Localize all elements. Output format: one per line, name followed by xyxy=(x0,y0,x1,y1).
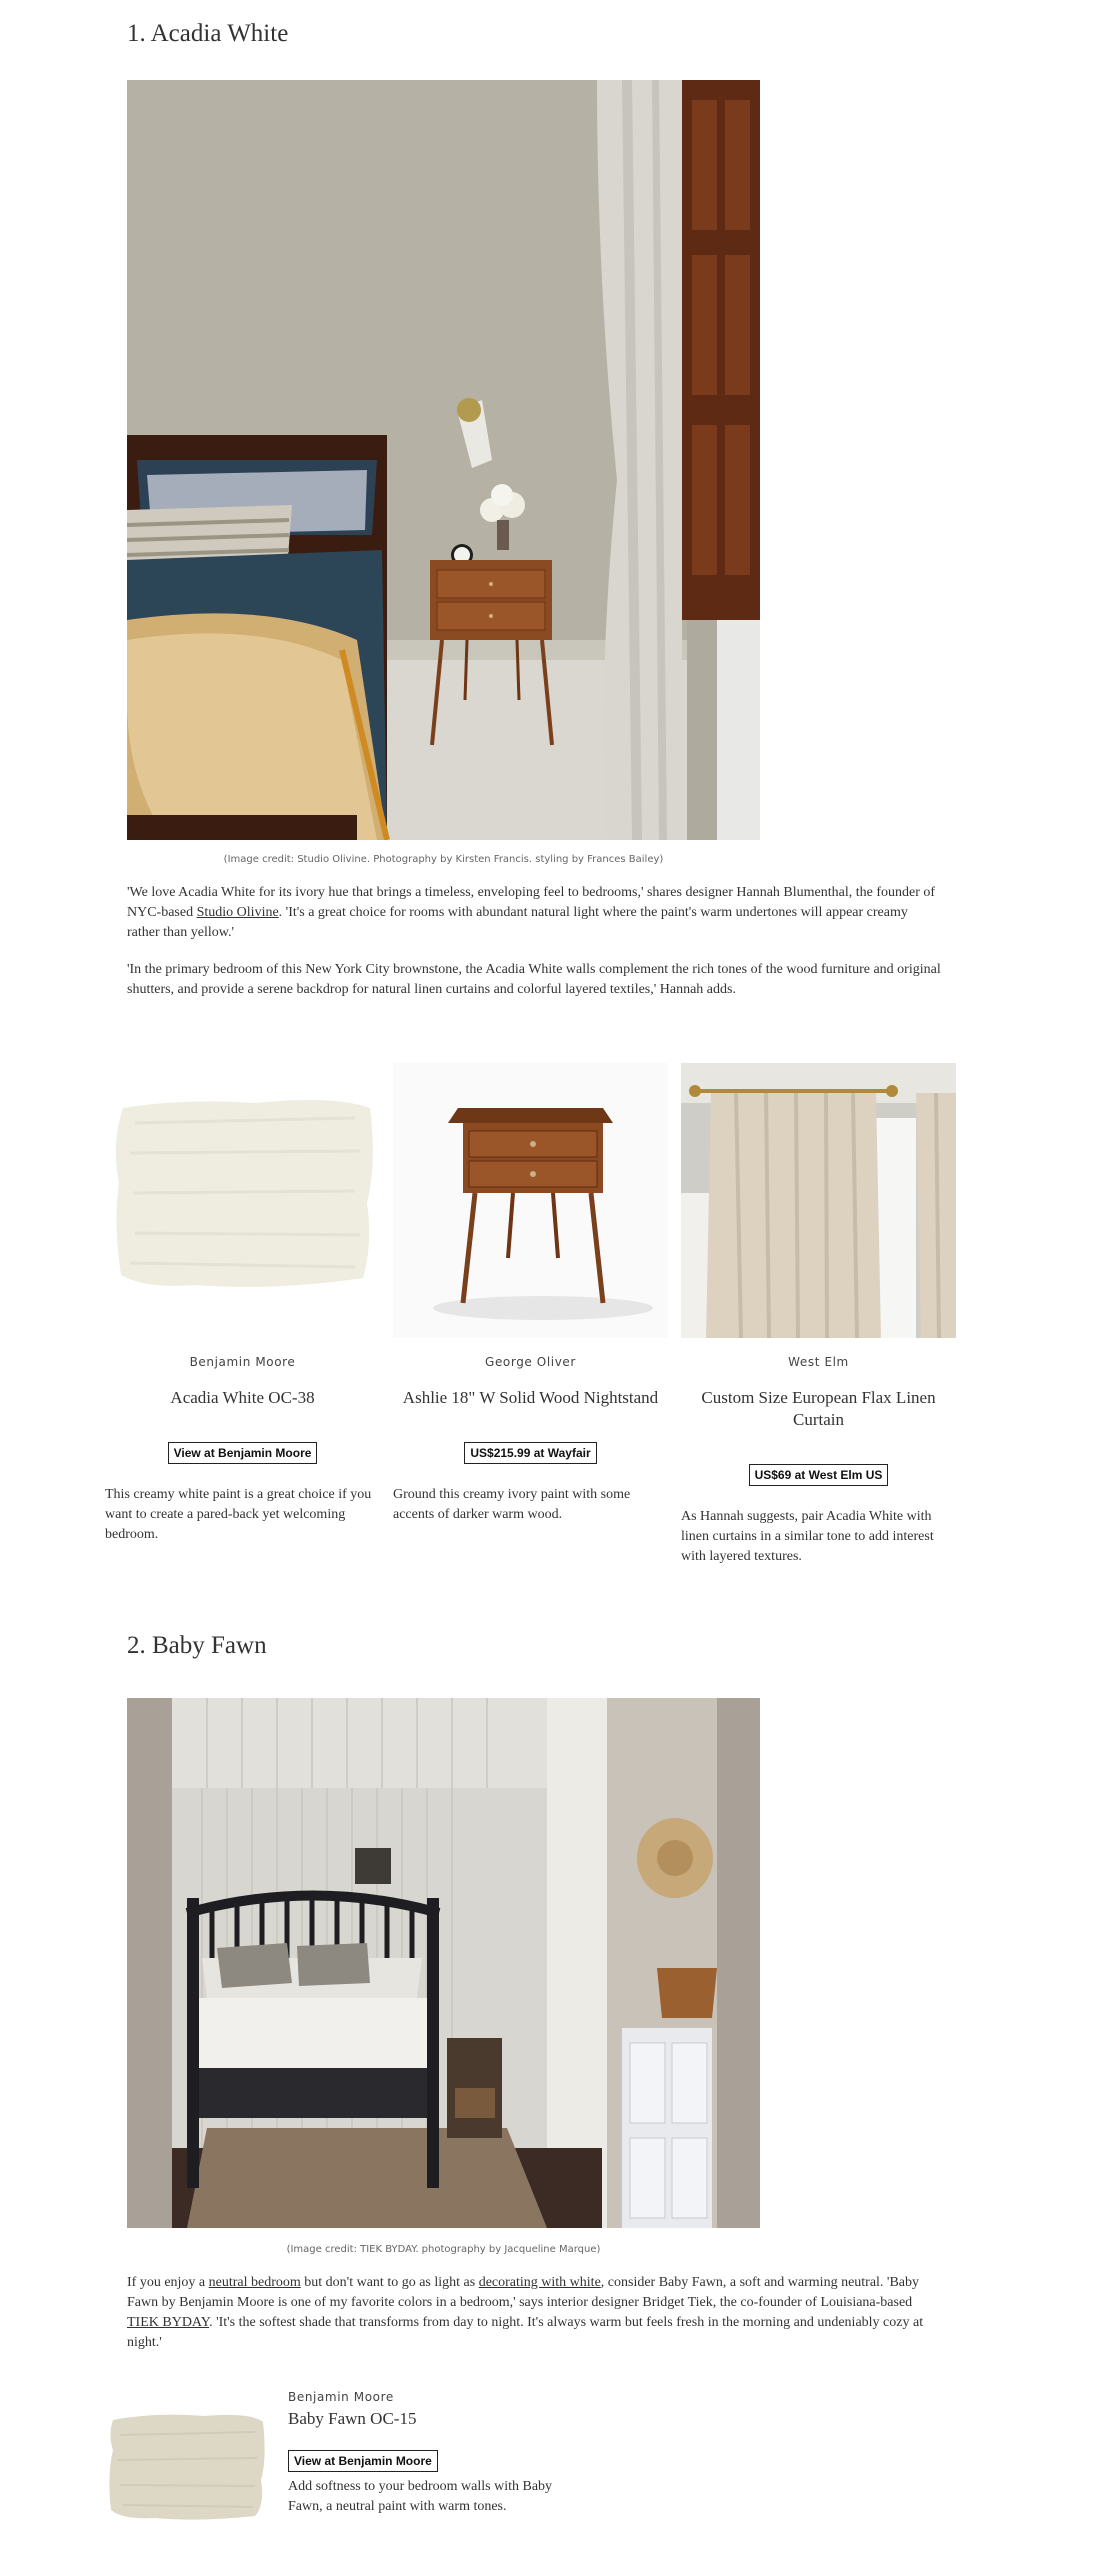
decorating-with-white-link[interactable]: decorating with white xyxy=(478,2275,601,2290)
acadia-white-swatch-image xyxy=(105,1063,380,1338)
product-brand: West Elm xyxy=(788,1355,849,1369)
image-credit-caption: (Image credit: Studio Olivine. Photography by Kirsten Francis. styling by Frances Bailey) xyxy=(223,854,664,865)
product-name: Baby Fawn OC-15 xyxy=(288,2409,417,2428)
product-name: Custom Size European Flax Linen Curtain xyxy=(701,1388,936,1429)
section-heading-acadia-white: 1. Acadia White xyxy=(127,20,289,47)
product-brand: Benjamin Moore xyxy=(189,1355,296,1369)
nightstand-product-image xyxy=(393,1063,668,1338)
product-description: Add softness to your bedroom walls with Baby Fawn, a neutral paint with warm tones. xyxy=(288,2479,553,2514)
product-name: Acadia White OC-38 xyxy=(170,1388,315,1407)
view-at-benjamin-moore-button[interactable]: View at Benjamin Moore xyxy=(168,1442,318,1464)
product-description: As Hannah suggests, pair Acadia White with linen curtains in a similar tone to add interest with layered textures. xyxy=(681,1509,934,1564)
view-at-benjamin-moore-button[interactable]: View at Benjamin Moore xyxy=(288,2450,438,2472)
product-brand: George Oliver xyxy=(485,1355,576,1369)
baby-fawn-bedroom-image xyxy=(127,1698,760,2228)
linen-curtain-product-image xyxy=(681,1063,956,1338)
product-name: Ashlie 18" W Solid Wood Nightstand xyxy=(402,1388,659,1407)
product-description: This creamy white paint is a great choice if you want to create a pared-back yet welcoming bedroom. xyxy=(105,1487,372,1542)
buy-at-west-elm-button[interactable]: US$69 at West Elm US xyxy=(749,1464,889,1486)
baby-fawn-swatch-image xyxy=(105,2400,270,2525)
neutral-bedroom-link[interactable]: neutral bedroom xyxy=(208,2275,301,2290)
paragraph-intro-baby-fawn: If you enjoy a neutral bedroom but don't want to go as light as decorating with white, consider Baby Fawn, a soft and warming neutral. 'Baby Fawn by Benjamin Moore is one of my favorite colors in a bedroom,' says interior designer Bridget Tiek, the co-founder of Louisiana-based TIEK BYDAY. 'It's the softest shade that transforms from day to night. It's always warm but feels fresh in the morning and undeniably cozy at night.' xyxy=(127,2275,924,2350)
studio-olivine-link[interactable]: Studio Olivine xyxy=(196,905,279,920)
tiek-byday-link[interactable]: TIEK BYDAY xyxy=(127,2315,210,2330)
buy-at-wayfair-button[interactable]: US$215.99 at Wayfair xyxy=(464,1442,596,1464)
section-heading-baby-fawn: 2. Baby Fawn xyxy=(127,1632,267,1659)
product-brand: Benjamin Moore xyxy=(288,2390,394,2404)
acadia-white-bedroom-image xyxy=(127,80,760,840)
image-credit-caption: (Image credit: TIEK BYDAY. photography by Jacqueline Marque) xyxy=(286,2244,601,2255)
paragraph-intro-acadia: 'We love Acadia White for its ivory hue that brings a timeless, enveloping feel to bedrooms,' shares designer Hannah Blumenthal, the founder of NYC-based Studio Olivine. 'It's a great choice for rooms with abundant natural light where the paint's warm undertones will appear creamy rather than yellow.' xyxy=(127,885,936,940)
paragraph-acadia-quote: 'In the primary bedroom of this New York City brownstone, the Acadia White walls complement the rich tones of the wood furniture and original shutters, and provide a serene backdrop for natural linen curtains and colorful layered textiles,' Hannah adds. xyxy=(127,962,941,997)
product-description: Ground this creamy ivory paint with some accents of darker warm wood. xyxy=(393,1487,631,1522)
